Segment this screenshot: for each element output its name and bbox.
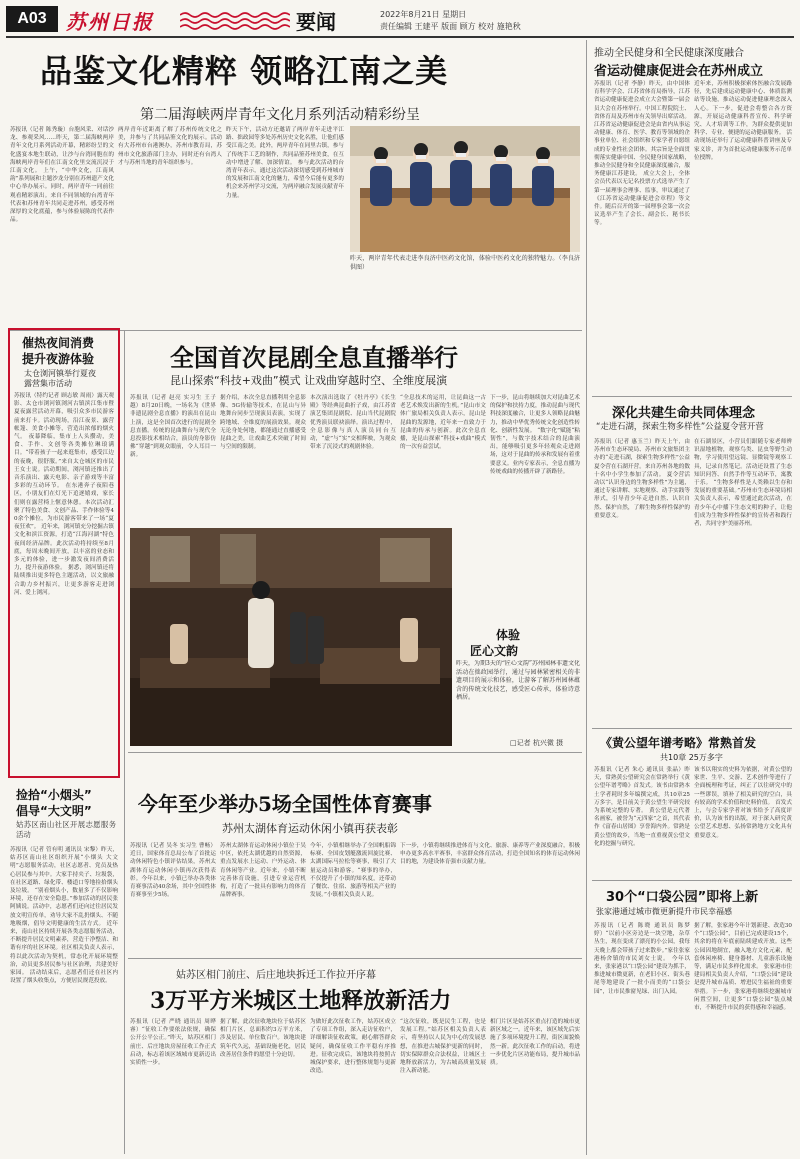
right-mid-col-2 <box>694 438 792 722</box>
rb-para-1: 苏报讯（记者 陈晓 通讯员 陈梦婷）“以前小区旁边是一块空地，杂草丛生，现在变成了漂亮的小公园，我每天晚上都会带孩子过来散步。”家住张家港杨舍镇的市民刘女士说。 <box>594 923 690 962</box>
lbt-para-4: 活动结束后，志愿者们还在社区内设置了烟头收集点，方便居民规范投放。 <box>10 970 118 985</box>
right-short-col-2 <box>694 766 792 876</box>
rs-para-1: 苏报讯（记者 朱心 通讯员 张晶）昨天，常熟黄公望研究会在常熟举行《黄公望年谱考略》首发式。该书由常熟本土学者耗时多年编撰完成，共10章25万多字，是目前关于黄公望生平研究较为系统完整的专著。 <box>594 767 690 815</box>
left-feature-box <box>8 328 120 778</box>
right-mid-col-1 <box>594 438 690 722</box>
right-top-kicker: 推动全民健身和全民健康深度融合 <box>594 48 744 59</box>
right-bottom-col-2 <box>694 922 792 1154</box>
photo-feature-title-1: 体验 <box>496 628 521 642</box>
sports-col-1 <box>130 842 216 954</box>
lb-para-2: 夜幕降临，集市上人头攒动，美食、手作、文创等各类摊位琳琅满目。“带着孩子一起来逛集市，感受江边的夜晚，很舒服。”来自太仓城区的市民王女士说。活动期间，浏河镇还推出了音乐演出、露天电影、亲子游戏等丰富多彩的互动环节。 <box>14 434 114 490</box>
right-bottom-headline: 30个“口袋公园”即将上新 <box>606 890 759 905</box>
left-box-headline-1: 催热夜间消费 <box>22 336 95 350</box>
rs-para-3: 该书以翔实的史料为依据，对黄公望的家世、生平、交游、艺术创作等进行了全面梳理和考证，纠正了以往研究中的一些谬误，填补了相关研究的空白，具有较高的学术价值和史料价值。 <box>694 767 792 806</box>
mid-para-1: 苏报讯（记者 赵亮 实习生 王子越）8月20日晚，一场名为《世界非遗昆剧全息直播》的演出在昆山上演，这是全国首次进行的昆剧全息直播。传统的昆曲舞台与现代全息投影技术相结合，演员的身影仿佛“穿越”到观众眼前，令人耳目一新。 <box>130 395 216 459</box>
bottom-kicker: 姑苏区相门前庄、后庄地块拆迁工作拉开序幕 <box>176 970 376 981</box>
right-top-headline: 省运动健康促进会在苏州成立 <box>594 64 764 79</box>
mid-para-3: 本次演出选取了《牡丹亭》《长生殿》等经典昆曲折子戏，由江苏省演艺集团昆剧院、昆山当代昆剧院优秀演员联袂演绎。演出过程中，全息影像与真人演员同台互动，“虚”与“实”交相辉映，为观众带来了沉浸式的观剧体验。 <box>310 395 396 451</box>
rt-para-2: 江苏省运动健康促进会是由省内从事运动健康、体育、医学、教育等领域的企事业单位、社会组织和专家学者自愿组成的专业性社会团体。其宗旨是全面贯彻落实健康中国、全民健身国家战略，推动全民健身和全民健康深度融合，服务健康江苏建设。 <box>594 122 690 178</box>
bottom-col-1 <box>130 1018 216 1154</box>
rm-para-4: “生物多样性是人类赖以生存和发展的重要基础。”苏州市生态环境局相关负责人表示，希望通过此次活动，在青少年心中播下生态文明的种子，让他们成为生物多样性保护的宣传者和践行者，共同守护美丽苏州。 <box>694 480 792 528</box>
bottom-headline: 3万平方米城区土地释放新活力 <box>150 988 452 1014</box>
bt-para-2: 据了解，此次征收地块位于姑苏区相门片区，总面积约3万平方米，涉及居民、单位数百户。该地块建筑年代久远，基础设施老化，居民改善居住条件的愿望十分迫切。 <box>220 1019 306 1058</box>
right-short-headline: 《黄公望年谱考略》常熟首发 <box>600 736 757 750</box>
mid-para-2: 据介绍，本次全息直播利用全息影像、5G传输等技术，在昆山与异地舞台同步呈现演员表演，实现了跨地域、全维度的展演效果。观众无论身处何地，都能通过直播感受昆曲之美，让戏曲艺术突破了时间与空间的限制。 <box>220 395 306 451</box>
editors-line: 责任编辑 王建平 版面 顾方 校对 施艳秋 <box>380 22 521 31</box>
section-title: 要闻 <box>296 10 336 34</box>
right-mid-rule <box>592 728 792 729</box>
lead-photo-caption <box>350 254 580 276</box>
right-column-divider <box>586 40 587 1155</box>
right-mid-headline: 深化共建生命共同体理念 <box>612 406 756 421</box>
rb-para-4: 张家港市住建局相关负责人介绍，“口袋公园”建设是提升城市品质、增进民生福祉的重要举措。下一步，张家港将继续挖掘城市闲置空间，让更多“口袋公园”装点城市，不断提升市民的获得感和幸福感。 <box>694 964 792 1012</box>
bottom-col-4 <box>400 1018 486 1154</box>
bottom-col-3 <box>310 1018 396 1154</box>
bt-para-4: “这次征收，既是民生工程，也是发展工程。”姑苏区相关负责人表示，将坚持以人民为中心的发展思想，在推进古城保护更新的同时，切实保障群众合法权益，让城区土地释放新活力，为古城高质量发展注入新动能。 <box>400 1019 486 1075</box>
left-bottom-headline-1: 捡拾“小烟头” <box>16 788 92 802</box>
right-top-rule <box>592 396 792 397</box>
lbt-para-1: 苏报讯（记者 管有明 通讯员 宋黎）昨天，姑苏区南山社区组织开展“小烟头 大文明”志愿服务活动，社区志愿者、党员及热心居民参与其中。大家手持夹子、垃圾袋，在社区道路、绿化带、楼道口等地捡拾烟头及垃圾。 <box>10 847 118 895</box>
lead-photo-credit: （李良济 供图） <box>350 255 580 271</box>
rs-para-4: 首发式上，与会专家学者对该书给予了高度评价，认为该书的出版，对于深入研究黄公望艺术思想、弘扬常熟地方文化具有重要意义。 <box>694 799 792 839</box>
lead-para-4: 昨天下午，活动方还邀请了两岸青年走进平江路、拙政园等多处苏州历史文化名胜，让他们感受江南之美。此外，两岸青年在同里古镇，参与了传统手工艺的制作，共同品鉴苏州美食，在互动中增进了解、加深情谊。 <box>226 127 344 166</box>
kunqu-photo-illustration <box>130 528 452 746</box>
right-top-col-1 <box>594 80 690 392</box>
rb-para-2: 今年以来，张家港以“口袋公园”建设为抓手，推进城市微更新，在老旧小区、街头巷尾等地建设了一批小而美的“口袋公园”，让市民推窗见绿、出门入园。 <box>594 955 690 995</box>
left-box-subhead-1: 太仓浏河镇举行夏夜 <box>24 369 96 378</box>
right-mid-subhead: “走进石湖，探索生物多样性”公益夏令营开营 <box>596 421 764 431</box>
right-short-rule <box>592 880 792 881</box>
lead-para-2: 上午，“中华文化，江南风韵”系列展和主题沙龙分别在苏州遗产文化中心举办展示。同时，两岸青年一同前往观看精彩演出。来自不同领域的台湾青年代表和苏州青年共同走进苏州，感受苏州深厚的文化底蕴，参与体验展陈的代表作品。 <box>10 168 114 224</box>
sports-subhead: 苏州太湖体育运动休闲小镇再获表彰 <box>222 822 398 835</box>
lbt-para-2: “别看烟头小，数量多了不仅影响环境，还存在安全隐患。”参加活动的居民张阿姨说。活动中，志愿者们还向过往居民发放文明宣传单，劝导大家不乱扔烟头、不随地吸烟，倡导文明健康的生活方式。 <box>10 888 118 927</box>
right-bottom-col-1 <box>594 922 690 1154</box>
rt-para-1: 苏报讯（记者 李静）昨天，由中国体育科学学会、江苏省体育局指导，江苏省运动健康促进会成立大会暨第一届会员大会在苏州举行。中国工程院院士、省体育局及苏州市有关领导出席活动。 <box>594 81 690 120</box>
lbt-para-3: 近年来，南山社区持续开展各类志愿服务活动，不断提升居民文明素养，营造干净整洁、和谐有序的社区环境。社区相关负责人表示，将以此次活动为契机，常态化开展环境整治，动员更多居民参与社区治理，共建美好家园。 <box>10 920 118 977</box>
mid-col-3 <box>310 394 396 524</box>
wave-ornament <box>180 10 290 30</box>
masthead <box>0 0 800 40</box>
lead-col-1 <box>10 126 114 324</box>
rm-para-1: 苏报讯（记者 惠玉兰）昨天上午，由苏州市生态环境局、苏州市文旅集团主办的“走进石湖，探索生物多样性”公益夏令营在石湖开营。来自苏州各地的数十名中小学生参加了活动。 <box>594 439 690 478</box>
lead-col-2 <box>118 126 222 324</box>
photo-feature-title-2: 匠心文韵 <box>470 644 519 658</box>
rt-para-5: 活动现场还举行了运动健康科普讲座及专家义诊，并为首批运动健康服务示范单位授牌。 <box>694 130 792 161</box>
masthead-rule <box>6 36 794 38</box>
sports-col-3 <box>310 842 396 954</box>
bt-para-3: 为做好此次征收工作，姑苏区成立了专项工作组，深入走访征收户，详细解读征收政策，耐心解答群众疑问，确保征收工作平稳有序推进。征收完成后，该地块将按照古城保护要求，进行整体规划与更新改造。 <box>310 1019 396 1075</box>
sports-col-4 <box>400 842 580 954</box>
right-short-col-1 <box>594 766 690 876</box>
kunqu-photo-credit: □记者 杭兴微 摄 <box>510 739 564 747</box>
mid-col-5 <box>490 394 580 524</box>
lead-headline: 品鉴文化精粹 领略江南之美 <box>40 52 449 90</box>
bt-para-1: 苏报讯（记者 严晓 通讯员 周晔睿）“征收工作要依法依规，确保公开公平公正。”昨天，姑苏区相门前庄、后庄地块房屋征收工作正式启动，标志着该区域城市更新迈出实质性一步。 <box>130 1019 216 1067</box>
sports-top-rule <box>128 752 582 753</box>
rm-para-2: 夏令营活动以“认识身边的生物多样性”为主题，通过专家讲解、实地观察、动手实践等形式，引导青少年走进自然、认识自然、保护自然，了解生物多样性保护的重要意义。 <box>594 471 690 519</box>
page-number-badge: A03 <box>6 6 58 32</box>
bt-para-5: 相门片区是姑苏区重点打造的城市更新区域之一。近年来，该区域先后实施了多项环境提升工程，街区面貌焕然一新。此次征收工作的启动，将进一步优化片区功能布局，提升城市品质。 <box>490 1019 580 1067</box>
left-box-subhead-2: 露营集市活动 <box>24 379 72 388</box>
lead-caption-text: 昨天，两岸青年代表走进李良济中医药文化馆，体验中医药文化的独特魅力。 <box>350 255 559 262</box>
lead-photo-illustration <box>350 126 580 252</box>
kunqu-photo <box>130 528 452 746</box>
sports-headline: 今年至少举办5场全国性体育赛事 <box>138 792 432 816</box>
lead-col-3 <box>226 126 344 324</box>
left-bottom-body <box>10 846 118 1154</box>
right-short-subhead: 共10章 25万多字 <box>660 753 723 762</box>
rt-para-3: 成立大会上，全体会员代表以无记名投票方式选举产生了第一届理事会理事、监事，审议通过了《江苏省运动健康促进会章程》等文件。随后召开的第一届理事会第一次会议选举产生了会长、副会长、秘书长等。 <box>594 171 690 227</box>
paper-name: 苏州日报 <box>66 10 154 34</box>
rb-para-3: 据了解，张家港今年计划新建、改造30个“口袋公园”，目前已完成建设15个，其余的将在年底前陆续建成开放。这些公园因地制宜，融入地方文化元素，配套休闲座椅、健身器材、儿童游乐设施等，满足市民多样化需求。 <box>694 923 792 971</box>
lead-photo <box>350 126 580 252</box>
bottom-col-5 <box>490 1018 580 1154</box>
mid-para-6: “数字化”赋能“粘韧性”，与数字技术结合的昆曲演出，能够吸引更多年轻观众走进剧场，这对于昆曲的传承和发展有着重要意义。业内专家表示，全息直播为传统戏曲的传播开辟了新路径。 <box>490 427 580 475</box>
mid-subhead: 昆山探索“科技+戏曲”模式 让戏曲穿越时空、全维度展演 <box>170 374 448 387</box>
mid-col-4 <box>400 394 486 524</box>
rt-para-4: 近年来，苏州积极探索体医融合发展路径，先后建成运动健康中心、体质监测站等设施，推动运动促进健康理念深入人心。下一步，促进会将整合各方资源，开展运动健康科普宣传、科学研究、人才培训等工作，为群众提供更加科学、专业、便捷的运动健康服务。 <box>694 81 792 137</box>
sports-bottom-rule <box>128 958 582 959</box>
lb-para-4: 近年来，浏河镇充分挖掘古镇文化和滨江资源，打造“江海河湖”特色夜间经济品牌。此次活动将持续至8月底，每周末晚间开放，以丰富的业态和多元的体验，进一步激发夜间消费活力，提升夜游体验。 <box>14 524 114 572</box>
right-top-col-2 <box>694 80 792 392</box>
lead-subhead: 第二届海峡两岸青年文化月系列活动精彩纷呈 <box>140 107 420 123</box>
sp-para-4: 下一步，小镇将继续推进体育与文化、旅游、康养等产业深度融合，积极申办更多高水平赛事，丰富群众体育活动，打造全国知名的体育运动休闲目的地，为建设体育强市贡献力量。 <box>400 843 580 866</box>
bottom-col-2 <box>220 1018 306 1154</box>
left-bottom-headline-2: 倡导“大文明” <box>16 804 92 818</box>
lead-para-5: 参与此次活动的台湾青年表示，通过这次活动深切感受到苏州城市的发展和江南文化的魅力，希望今后能有更多的机会来苏州学习交流，为两岸融合发展贡献青年力量。 <box>226 159 344 199</box>
left-box-headline-2: 提升夜游体验 <box>22 352 95 366</box>
left-column-divider <box>124 330 125 1154</box>
mid-col-2 <box>220 394 306 524</box>
mid-para-5: 下一步，昆山将继续加大对昆曲艺术的保护和扶持力度，推动昆曲与现代科技深度融合，让更多人领略昆曲魅力，推动中华优秀传统文化创造性转化、创新性发展。 <box>490 395 580 434</box>
kunqu-photo-caption: 昨天，为期3天的“匠心文韵”苏州园林非遗文化活动在拙政园举行，通过与园林紧密相关的非遗项目的展示和体验，让游客了解苏州园林蕴含的传统文化技艺，感受匠心传承，体验诗意栖居。 <box>456 660 580 702</box>
right-bottom-subhead: 张家港通过城市微更新提升市民幸福感 <box>596 907 732 916</box>
sp-para-1: 苏报讯（记者 吴冬 实习生 曹畅）近日，国家体育总局公布了首批运动休闲特色小镇评估结果，苏州太湖体育运动休闲小镇再次获得表彰。今年以来，小镇已举办各类体育赛事活动40余场，其中全国性体育赛事至少5场。 <box>130 843 216 899</box>
mid-col-1 <box>130 394 216 524</box>
rm-para-3: 在石湖景区，小营员们跟随专家老师辨识湿地植物，观察鸟类、昆虫等野生动物，学习使用望远镜、显微镜等观察工具，记录自然笔记。活动还设置了生态知识问答、自然手作等互动环节，寓教于乐。 <box>694 439 792 487</box>
mid-headline: 全国首次昆剧全息直播举行 <box>170 343 458 372</box>
lb-para-5: 据悉，浏河镇还将陆续推出更多特色主题活动，以文旅融合助力乡村振兴，让更多游客走进浏河、爱上浏河。 <box>14 565 114 596</box>
left-box-body <box>14 392 114 772</box>
rs-para-2: 黄公望是元代著名画家，被誉为“元四家”之首，其代表作《富春山居图》享誉海内外。常熟是黄公望的故乡，当地一直重视黄公望文化的挖掘与研究。 <box>594 808 690 847</box>
mid-para-4: “全息技术的运用，让昆曲这一古老艺术焕发出新的生机。”昆山市文体广旅局相关负责人表示，昆山是昆曲的发源地，近年来一直致力于昆曲的传承与创新。此次全息直播，是昆山探索“科技+戏曲”模式的一次有益尝试。 <box>400 395 486 451</box>
sp-para-2: 苏州太湖体育运动休闲小镇位于吴中区，依托太湖优越的自然资源，重点发展水上运动、户外运动、体育休闲等产业。近年来，小镇不断完善体育设施，引进专业运营机构，打造了一批具有影响力的体育品牌赛事。 <box>220 843 306 899</box>
date-line: 2022年8月21日 星期日 <box>380 10 467 19</box>
lead-para-3: 两岸青年近距离了解了苏州传统文化之美，并参与了共同品鉴文化的展示。活动有大苏州市台港澳办，苏州市教育局，苏州市文化旅游部门主办，同时还有台湾人才与苏州当地的青年组织参与。 <box>118 127 222 166</box>
left-bottom-subhead: 姑苏区南山社区开展志愿服务活动 <box>16 820 116 839</box>
lb-para-1: 苏报讯（特约记者 顾志敏 周雨）露天观影、太仓市浏河镇浏河古镇滨江集市暨夏夜露营活动开幕，吸引众多市民游客前来打卡。活动现场，沿江夜景、露营帐篷、美食小摊等，营造出浓郁的烟火气。 <box>14 393 114 441</box>
lead-para-1: 苏报讯（记者 陈秀璇）台胞风采、对话沙龙、参观采风……昨天，第二届海峡两岸青年文化月系列活动开幕，精彩纷呈的文化盛宴本地生联动，让沙与台湾同胞在的海峡两岸青年们在江南文化里交流沉浸于江南文化。 <box>10 127 114 175</box>
lb-para-3: 在东港奔子夜陌巷区，小朋友们在灯光下追逐嬉戏，家长们则在露营椅上惬意休憩。本次活动汇聚了特色美食、文创产品、手作体验等40余个摊位，为市民游客带来了一场“夏夜狂欢”。 <box>14 483 114 531</box>
sp-para-3: 今年，小镇相继举办了全国帆船锦标赛、全国皮划艇激流回旋比赛、太湖国际马拉松等赛事，吸引了大量运动员和游客。“赛事的举办，不仅提升了小镇的知名度，还带动了餐饮、住宿、旅游等相关产业的发展。”小镇相关负责人说。 <box>310 843 396 899</box>
sports-col-2 <box>220 842 306 954</box>
